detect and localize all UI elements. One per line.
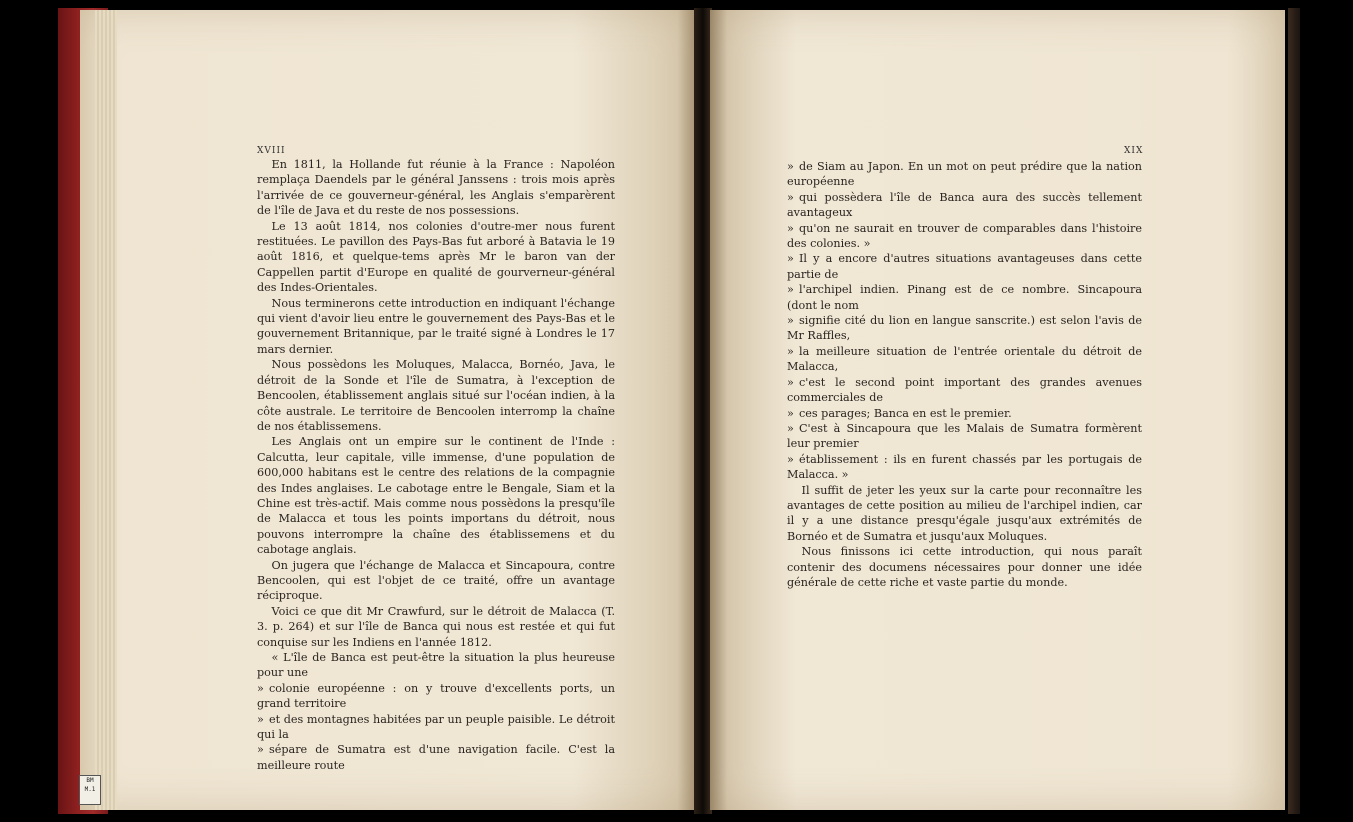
quote-line: » ces parages; Banca en est le premier. (787, 406, 1012, 420)
quote-line: » établissement : ils en furent chassés par les portugais de Malacca. » (787, 452, 1142, 482)
paragraph: Nous terminerons cette introduction en indiquant l'échange qui vient d'avoir lieu entre le gouvernement des Pays-Bas et le gouvernement Britannique, par le traité signé à Londres le 17 mars dernier. (257, 296, 615, 356)
left-page-number: XVIII (257, 146, 286, 156)
right-cover-edge (1288, 8, 1300, 814)
quote-line: » qui possèdera l'île de Banca aura des succès tellement avantageux (787, 190, 1142, 220)
quote-line: » sépare de Sumatra est d'une navigation facile. C'est la meilleure route (257, 743, 615, 772)
quote-line: » colonie européenne : on y trouve d'excellents ports, un grand territoire (257, 681, 615, 711)
left-page-text (257, 157, 615, 773)
library-label-line-2: M.1 (84, 786, 96, 793)
library-label (79, 775, 101, 805)
quote-line: » C'est à Sincapoura que les Malais de Sumatra formèrent leur premier (787, 421, 1142, 451)
quote-line: » l'archipel indien. Pinang est de ce nombre. Sincapoura (dont le nom (787, 283, 1142, 312)
quote-line: » signifie cité du lion en langue sanscrite.) est selon l'avis de Mr Raffles, (787, 314, 1142, 343)
quote-line: » de Siam au Japon. En un mot on peut prédire que la nation européenne (787, 160, 1142, 189)
paragraph: En 1811, la Hollande fut réunie à la France : Napoléon remplaça Daendels par le général Janssens : trois mois après l'arrivée de ce gouverneur-général, les Anglais s'emparèrent de l'île de Java et du reste de nos possessions. (257, 158, 615, 218)
paragraph: On jugera que l'échange de Malacca et Sincapoura, contre Bencoolen, qui est l'objet de ce traité, offre un avantage réciproque. (257, 558, 615, 603)
paragraph: Voici ce que dit Mr Crawfurd, sur le détroit de Malacca (T. 3. p. 264) et sur l'île de Banca qui nous est restée et qui fut conquise sur les Indiens en l'année 1812. (257, 604, 615, 649)
quote-line: » la meilleure situation de l'entrée orientale du détroit de Malacca, (787, 344, 1142, 374)
library-label-line-1: BM (86, 777, 94, 784)
quote-line: » qu'on ne saurait en trouver de comparables dans l'histoire des colonies. » (787, 221, 1142, 251)
quote-line: « L'île de Banca est peut-être la situation la plus heureuse pour une (257, 651, 615, 680)
quote-line: » c'est le second point important des grandes avenues commerciales de (787, 375, 1142, 405)
paragraph: Il suffit de jeter les yeux sur la carte pour reconnaître les avantages de cette position au milieu de l'archipel indien, car il y a une distance presqu'égale jusqu'aux extrémités de Bornéo et de Sumatra et jusqu'aux Moluques. (787, 483, 1142, 543)
page-edges (95, 10, 117, 810)
paragraph: Nous possèdons les Moluques, Malacca, Bornéo, Java, le détroit de la Sonde et l'île de Sumatra, à l'exception de Bencoolen, établissement anglais situé sur l'océan indien, à la côte australe. Le territoire de Bencoolen interromp la chaîne de nos établissemens. (257, 358, 615, 433)
paragraph: Les Anglais ont un empire sur le continent de l'Inde : Calcutta, leur capitale, ville immense, d'une population de 600,000 habitans est le centre des relations de la compagnie des Indes anglaises. Le cabotage entre le Bengale, Siam et la Chine est très-actif. Mais comme nous possèdons la presqu'île de Malacca et tous les points importans du détroit, nous pouvons interrompre la chaîne des établissemens et du cabotage anglais. (257, 435, 615, 557)
paragraph: Le 13 août 1814, nos colonies d'outre-mer nous furent restituées. Le pavillon des Pays-Bas fut arboré à Batavia le 19 août 1816, et quelque-tems après Mr le baron van der Cappellen partit d'Europe en qualité de gourverneur-général des Indes-Orientales. (257, 219, 615, 295)
paragraph: Nous finissons ici cette introduction, qui nous paraît contenir des documens nécessaires pour donner une idée générale de cette riche et vaste partie du monde. (787, 545, 1142, 589)
right-page-text (787, 159, 1142, 590)
quote-line: » et des montagnes habitées par un peuple paisible. Le détroit qui la (257, 712, 615, 742)
right-page-number: XIX (1124, 146, 1144, 156)
quote-line: » Il y a encore d'autres situations avantageuses dans cette partie de (787, 252, 1142, 281)
